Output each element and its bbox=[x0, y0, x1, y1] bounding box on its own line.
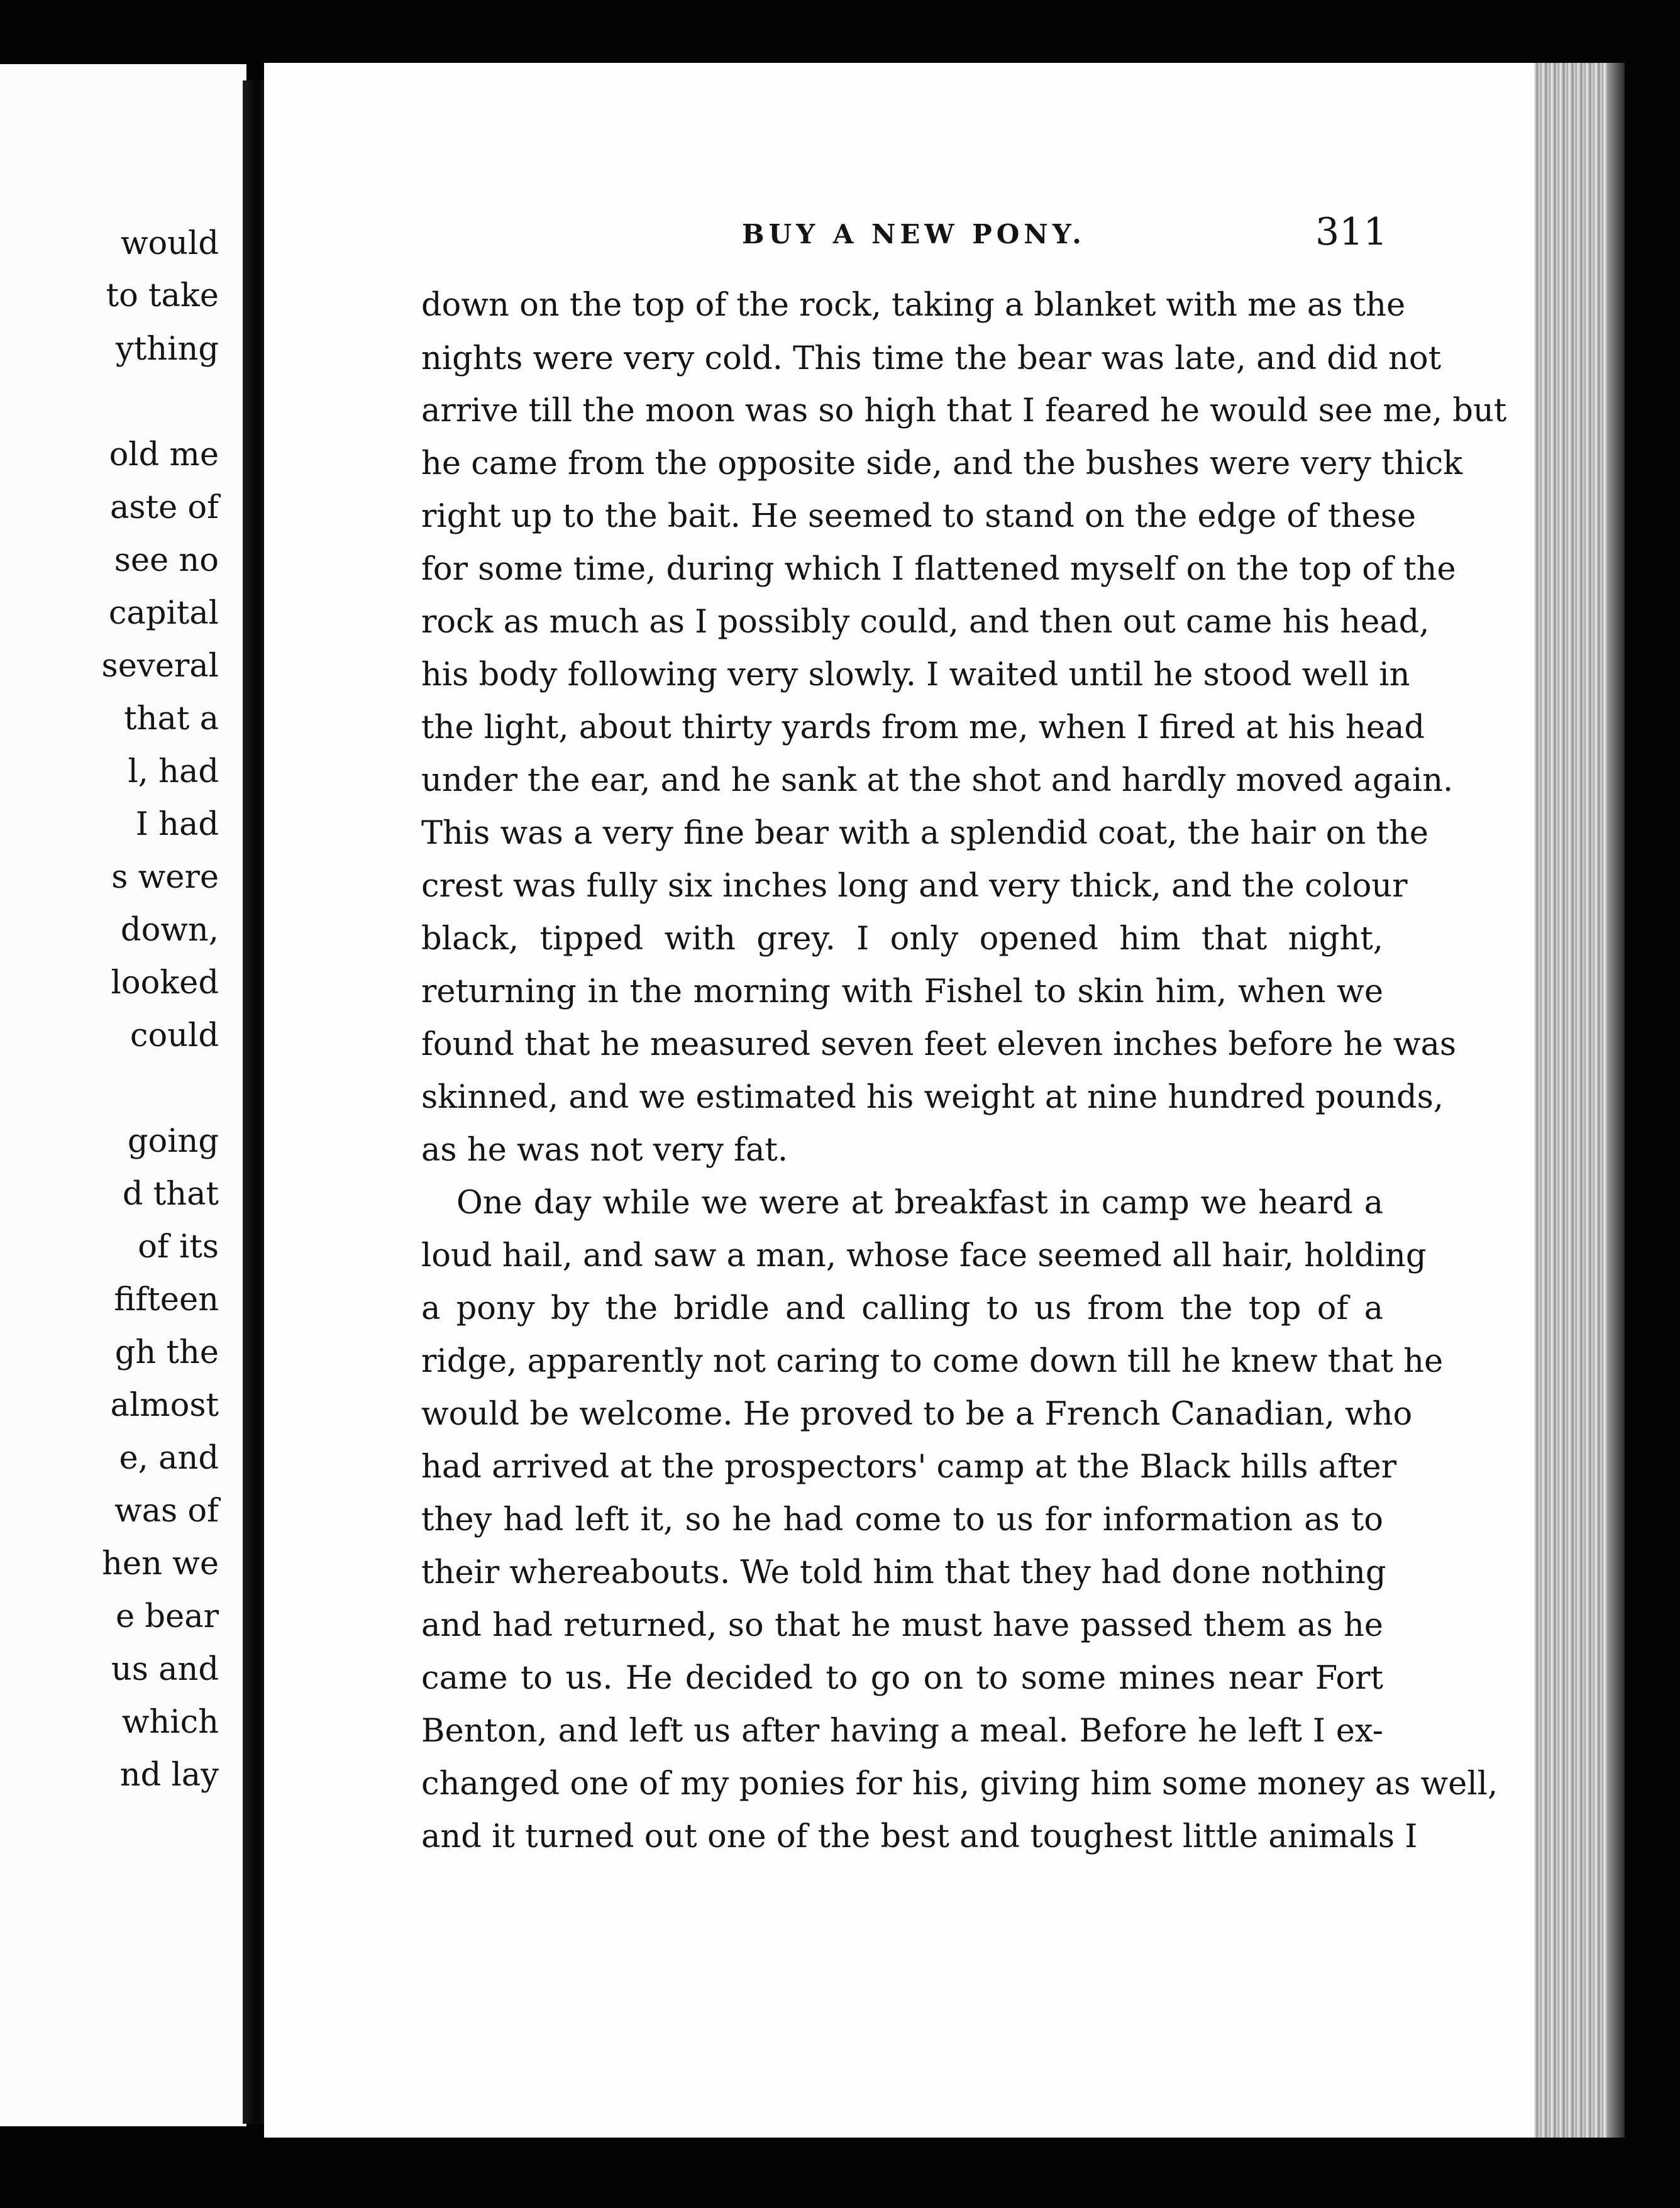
text-line: rock as much as I possibly could, and then out came his head, bbox=[421, 604, 1430, 641]
left-text-line: I had bbox=[135, 806, 219, 843]
text-line: found that he measured seven feet eleven inches before he was bbox=[421, 1026, 1457, 1063]
left-text-line: nd lay bbox=[119, 1757, 219, 1794]
text-line: had arrived at the prospectors' camp at the Black hills after bbox=[421, 1449, 1396, 1486]
text-line: arrive till the moon was so high that I feared he would see me, but bbox=[421, 392, 1507, 429]
text-line: skinned, and we estimated his weight at nine hundred pounds, bbox=[421, 1079, 1444, 1116]
left-text-line: that a bbox=[124, 700, 219, 737]
text-line: a pony by the bridle and calling to us from the top of a bbox=[421, 1290, 1383, 1327]
left-text-line: which bbox=[121, 1704, 219, 1741]
left-text-line: old me bbox=[109, 436, 219, 473]
page-number: 311 bbox=[1315, 210, 1388, 254]
left-text-line: gh the bbox=[114, 1334, 219, 1371]
text-line: under the ear, and he sank at the shot and hardly moved again. bbox=[421, 762, 1454, 799]
text-line: right up to the bait. He seemed to stand on the edge of these bbox=[421, 498, 1417, 535]
left-text-line: see no bbox=[114, 542, 219, 579]
text-line: their whereabouts. We told him that they had done nothing bbox=[421, 1554, 1386, 1591]
left-text-line: going bbox=[127, 1123, 219, 1160]
left-text-line: could bbox=[130, 1017, 219, 1054]
left-text-line: down, bbox=[120, 912, 219, 949]
running-head: BUY A NEW PONY. bbox=[742, 219, 1086, 250]
left-text-line: to take bbox=[106, 277, 219, 314]
left-text-line: almost bbox=[110, 1387, 219, 1424]
left-text-line: l, had bbox=[128, 753, 219, 790]
left-text-line: d that bbox=[122, 1176, 219, 1213]
left-text-line: fifteen bbox=[114, 1281, 219, 1318]
text-line: they had left it, so he had come to us for information as to bbox=[421, 1501, 1383, 1538]
text-line: as he was not very fat. bbox=[421, 1132, 788, 1169]
left-text-line: capital bbox=[108, 595, 219, 632]
left-text-line: looked bbox=[111, 964, 219, 1002]
text-line: crest was fully six inches long and very thick, and the colour bbox=[421, 868, 1408, 905]
text-line: would be welcome. He proved to be a French Canadian, who bbox=[421, 1396, 1413, 1433]
text-line: the light, about thirty yards from me, when I fired at his head bbox=[421, 709, 1425, 746]
left-text-line: e, and bbox=[119, 1440, 219, 1477]
left-text-line: of its bbox=[138, 1228, 219, 1266]
text-line: nights were very cold. This time the bear was late, and did not bbox=[421, 340, 1442, 377]
left-text-line: was of bbox=[114, 1493, 219, 1530]
left-text-line: aste of bbox=[109, 489, 219, 526]
left-text-line: us and bbox=[111, 1651, 219, 1688]
left-text-line: ything bbox=[116, 331, 219, 368]
text-line: changed one of my ponies for his, giving him some money as well, bbox=[421, 1765, 1498, 1802]
text-line: for some time, during which I flattened myself on the top of the bbox=[421, 551, 1456, 588]
left-text-line: several bbox=[101, 648, 219, 685]
page-edge-stack bbox=[1534, 63, 1625, 2138]
text-line: his body following very slowly. I waited until he stood well in bbox=[421, 656, 1410, 693]
left-text-line: would bbox=[120, 225, 219, 262]
text-line: down on the top of the rock, taking a blanket with me as the bbox=[421, 287, 1406, 324]
left-page bbox=[0, 64, 246, 2126]
left-text-line: e bear bbox=[115, 1598, 219, 1635]
text-line: loud hail, and saw a man, whose face seemed all hair, holding bbox=[421, 1237, 1427, 1274]
text-line: black, tipped with grey. I only opened him that night, bbox=[421, 920, 1383, 958]
book-gutter bbox=[243, 80, 265, 2124]
left-text-line: hen we bbox=[102, 1545, 219, 1582]
text-line: and it turned out one of the best and toughest little animals I bbox=[421, 1818, 1418, 1855]
text-line: One day while we were at breakfast in camp we heard a bbox=[456, 1184, 1383, 1222]
text-line: came to us. He decided to go on to some mines near Fort bbox=[421, 1660, 1383, 1697]
text-line: This was a very fine bear with a splendid coat, the hair on the bbox=[421, 815, 1429, 852]
text-line: Benton, and left us after having a meal. Before he left I ex- bbox=[421, 1713, 1383, 1750]
text-line: ridge, apparently not caring to come down till he knew that he bbox=[421, 1343, 1444, 1380]
left-text-line: s were bbox=[111, 859, 219, 896]
text-line: returning in the morning with Fishel to skin him, when we bbox=[421, 973, 1383, 1010]
text-line: he came from the opposite side, and the bushes were very thick bbox=[421, 445, 1463, 482]
text-line: and had returned, so that he must have passed them as he bbox=[421, 1607, 1383, 1644]
